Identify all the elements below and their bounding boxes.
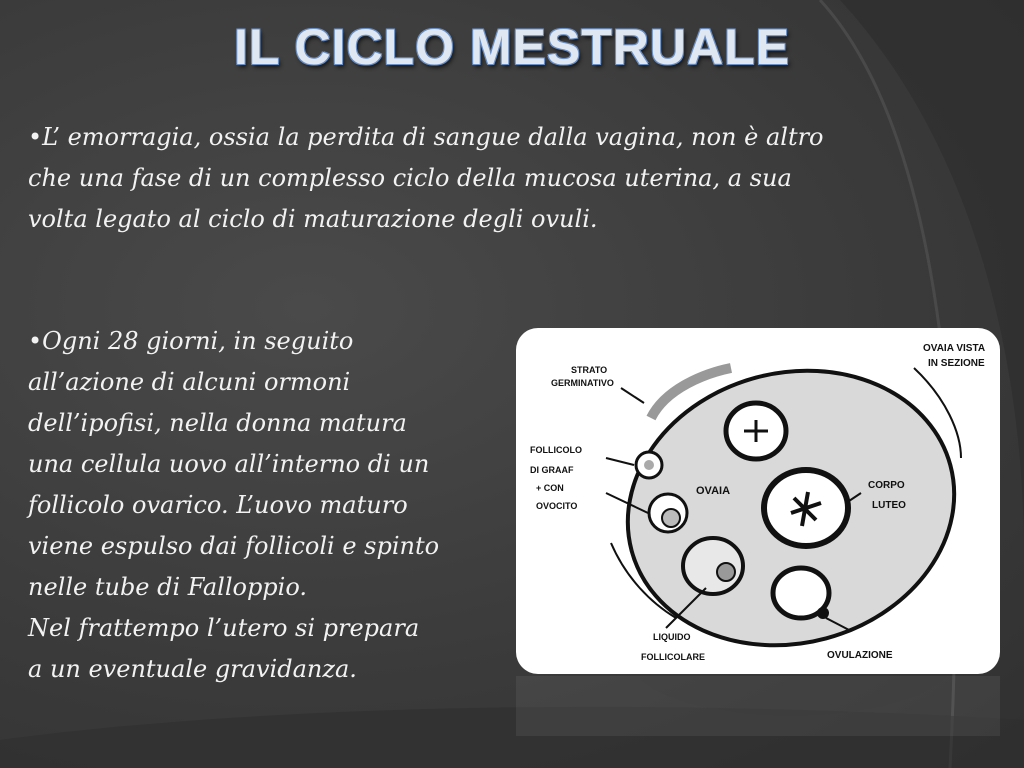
- label-ovulazione: OVULAZIONE: [827, 650, 893, 661]
- bullet-paragraph-1: •L’ emorragia, ossia la perdita di sangue dalla vagina, non è altro che una fase di un complesso ciclo della mucosa uterina, a sua volta legato al ciclo di maturazione degli ovuli.: [28, 123, 824, 233]
- label-ovary-view-1: OVAIA VISTA: [923, 343, 986, 354]
- label-liquido-1: LIQUIDO: [653, 632, 691, 642]
- slide-title: IL CICLO MESTRUALE: [234, 19, 790, 75]
- label-liquido-2: FOLLICOLARE: [641, 652, 705, 662]
- ovary-drawing: [516, 328, 1000, 674]
- label-strato-2: GERMINATIVO: [551, 378, 614, 388]
- label-follicolo-1: FOLLICOLO: [530, 445, 582, 455]
- label-strato-1: STRATO: [571, 365, 608, 375]
- label-ovary-view-2: IN SEZIONE: [928, 358, 985, 369]
- label-follicolo-4: OVOCITO: [536, 501, 578, 511]
- label-follicolo-2: DI GRAAF: [530, 465, 574, 475]
- label-follicolo-3: + CON: [536, 483, 564, 493]
- label-corpo-1: CORPO: [868, 480, 905, 491]
- bullet-paragraph-2: •Ogni 28 giorni, in seguito all’azione di alcuni ormoni dell’ipofisi, nella donna matura una cellula uovo all’interno di un follicolo ovarico. L’uovo maturo viene espulso dai follicoli e spinto nelle tube di Falloppio. Nel frattempo l’utero si prepara a un eventuale gravidanza.: [28, 327, 440, 683]
- label-ovaia: OVAIA: [696, 485, 731, 497]
- label-corpo-2: LUTEO: [872, 500, 906, 511]
- figure-reflection: [516, 676, 1000, 736]
- ovary-diagram: [516, 328, 1000, 674]
